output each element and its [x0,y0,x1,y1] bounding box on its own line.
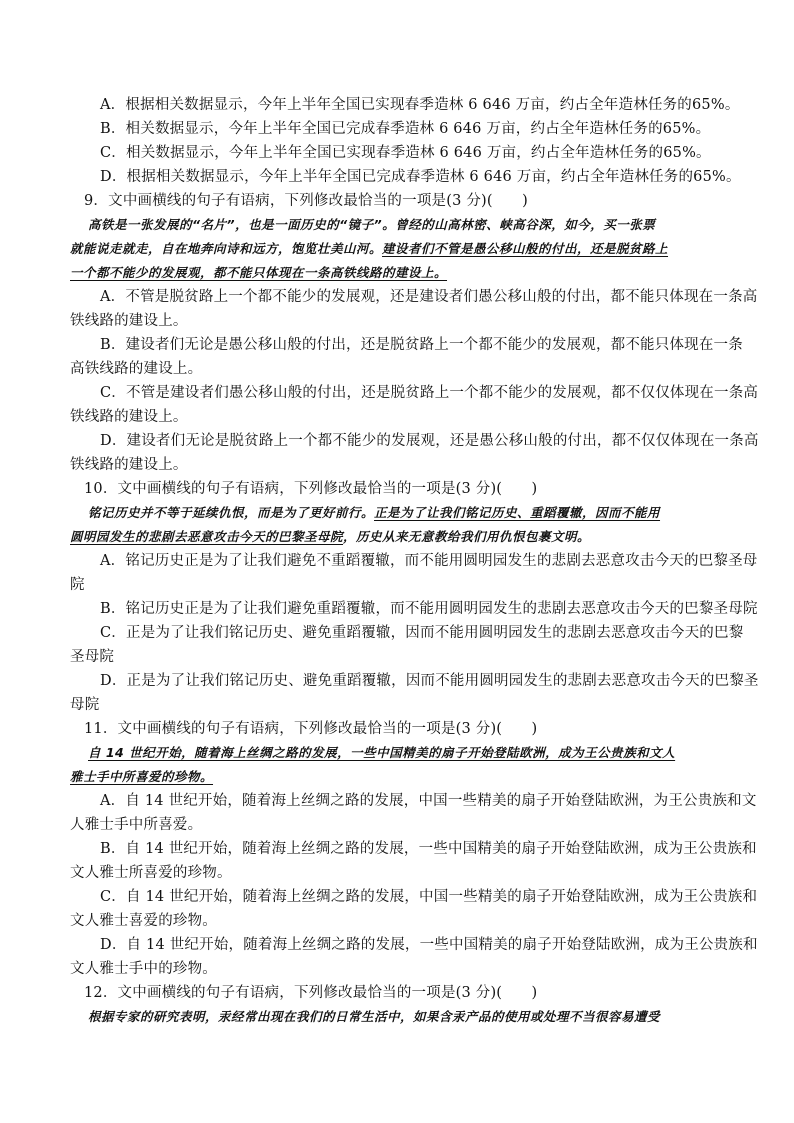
q9-underlined-sentence: 建设者们不管是愚公移山般的付出，还是脱贫路上 [382,241,669,256]
q12-stem: 12．文中画横线的句子有语病，下列修改最恰当的一项是(3 分)( ) [84,985,538,1001]
q11-underlined-sentence-cont: 雅士手中所喜爱的珍物。 [70,769,214,784]
q10-option-d[interactable]: D．正是为了让我们铭记历史、避免重蹈覆辙，因而不能用圆明园发生的悲剧去恶意攻击今天的巴黎圣 [100,673,759,689]
q10-option-d-cont: 母院 [70,697,100,713]
q10-underlined-sentence: 正是为了让我们铭记历史、重蹈覆辙，因而不能用 [374,505,661,520]
q9-underlined-sentence-cont: 一个都不能少的发展观，都不能只体现在一条高铁线路的建设上。 [70,265,448,280]
q10-option-a[interactable]: A．铭记历史正是为了让我们避免不重蹈覆辙，而不能用圆明园发生的悲剧去恶意攻击今天的巴黎圣母 [100,553,758,569]
q11-passage-line-1 [70,741,728,765]
question-10 [70,477,759,717]
q9-stem: 9．文中画横线的句子有语病，下列修改最恰当的一项是(3 分)( ) [84,193,528,209]
question-9 [70,189,759,477]
q11-option-d-cont: 文人雅士手中的珍物。 [70,961,217,977]
q12-passage-line-1: 根据专家的研究表明，汞经常出现在我们的日常生活中，如果含汞产品的使用或处理不当很容易遭受 [88,1009,661,1024]
q11-option-a-cont: 人雅士手中所喜爱。 [70,817,203,833]
q11-stem: 11．文中画横线的句子有语病，下列修改最恰当的一项是(3 分)( ) [84,721,538,737]
q8-option-c[interactable]: C．相关数据显示，今年上半年全国已实现春季造林 6 646 万亩，约占全年造林任务的65%。 [100,145,711,161]
q8-option-d[interactable]: D．根据相关数据显示，今年上半年全国已完成春季造林 6 646 万亩，约占全年造林任务的65%。 [100,169,741,185]
q9-passage-line-3 [70,261,728,285]
q11-option-b-cont: 文人雅士所喜爱的珍物。 [70,865,232,881]
q9-passage-plain: 就能说走就走，自在地奔向诗和远方，饱览壮美山河。 [70,241,383,256]
q10-passage-plain: 铭记历史并不等于延续仇恨，而是为了更好前行。 [88,505,375,520]
question-11 [70,717,758,981]
q11-option-b[interactable]: B．自 14 世纪开始，随着海上丝绸之路的发展，一些中国精美的扇子开始登陆欧洲，成为王公贵族和 [100,841,757,857]
question-12 [70,981,728,1029]
q9-passage-line-1: 高铁是一张发展的“名片”，也是一面历史的“镜子”。曾经的山高林密、峡高谷深，如今，买一张票 [88,217,656,232]
q9-option-c-cont: 铁线路的建设上。 [70,409,188,425]
q10-option-c[interactable]: C．正是为了让我们铭记历史、避免重蹈覆辙，因而不能用圆明园发生的悲剧去恶意攻击今天的巴黎 [100,625,744,641]
q9-option-d-cont: 铁线路的建设上。 [70,457,188,473]
q9-passage-line-2 [70,237,728,261]
q10-option-a-cont: 院 [70,577,85,593]
q10-option-b[interactable]: B．铭记历史正是为了让我们避免重蹈覆辙，而不能用圆明园发生的悲剧去恶意攻击今天的巴黎圣母院 [100,601,758,617]
q11-passage-line-2 [70,765,728,789]
q10-underlined-sentence-cont: 圆明园发生的悲剧去恶意攻击今天的巴黎圣母院 [70,529,344,544]
q9-option-b[interactable]: B．建设者们无论是愚公移山般的付出，还是脱贫路上一个都不能少的发展观，都不能只体现在一条 [100,337,743,353]
q9-option-b-cont: 高铁线路的建设上。 [70,361,203,377]
q11-option-c-cont: 文人雅士喜爱的珍物。 [70,913,217,929]
q10-option-c-cont: 圣母院 [70,649,115,665]
q8-option-a[interactable]: A．根据相关数据显示，今年上半年全国已实现春季造林 6 646 万亩，约占全年造林任务的65%。 [100,97,740,113]
q9-option-d[interactable]: D．建设者们无论是脱贫路上一个都不能少的发展观，还是愚公移山般的付出，都不仅仅体现在一条高 [100,433,759,449]
q10-stem: 10．文中画横线的句子有语病，下列修改最恰当的一项是(3 分)( ) [84,481,538,497]
q9-option-a[interactable]: A．不管是脱贫路上一个都不能少的发展观，还是建设者们愚公移山般的付出，都不能只体现在一条高 [100,289,758,305]
q11-option-d[interactable]: D．自 14 世纪开始，随着海上丝绸之路的发展，一些中国精美的扇子开始登陆欧洲，成为王公贵族和 [100,937,758,953]
q9-option-c[interactable]: C．不管是建设者们愚公移山般的付出，还是脱贫路上一个都不能少的发展观，都不仅仅体现在一条高 [100,385,759,401]
q11-option-a[interactable]: A．自 14 世纪开始，随着海上丝绸之路的发展，中国一些精美的扇子开始登陆欧洲，为王公贵族和文 [100,793,757,809]
q11-option-c[interactable]: C．自 14 世纪开始，随着海上丝绸之路的发展，中国一些精美的扇子开始登陆欧洲，成为王公贵族和 [100,889,758,905]
q10-passage-line-2 [70,525,728,549]
q9-option-a-cont: 铁线路的建设上。 [70,313,188,329]
q10-passage-plain-end: ，历史从来无意教给我们用仇恨包裹文明。 [343,529,591,544]
q8-options [70,93,741,189]
q10-passage-line-1 [70,501,728,525]
q11-underlined-sentence: 自 14 世纪开始，随着海上丝绸之路的发展，一些中国精美的扇子开始登陆欧洲，成为王公贵族和文人 [88,745,676,760]
q8-option-b[interactable]: B．相关数据显示，今年上半年全国已完成春季造林 6 646 万亩，约占全年造林任务的65%。 [100,121,711,137]
